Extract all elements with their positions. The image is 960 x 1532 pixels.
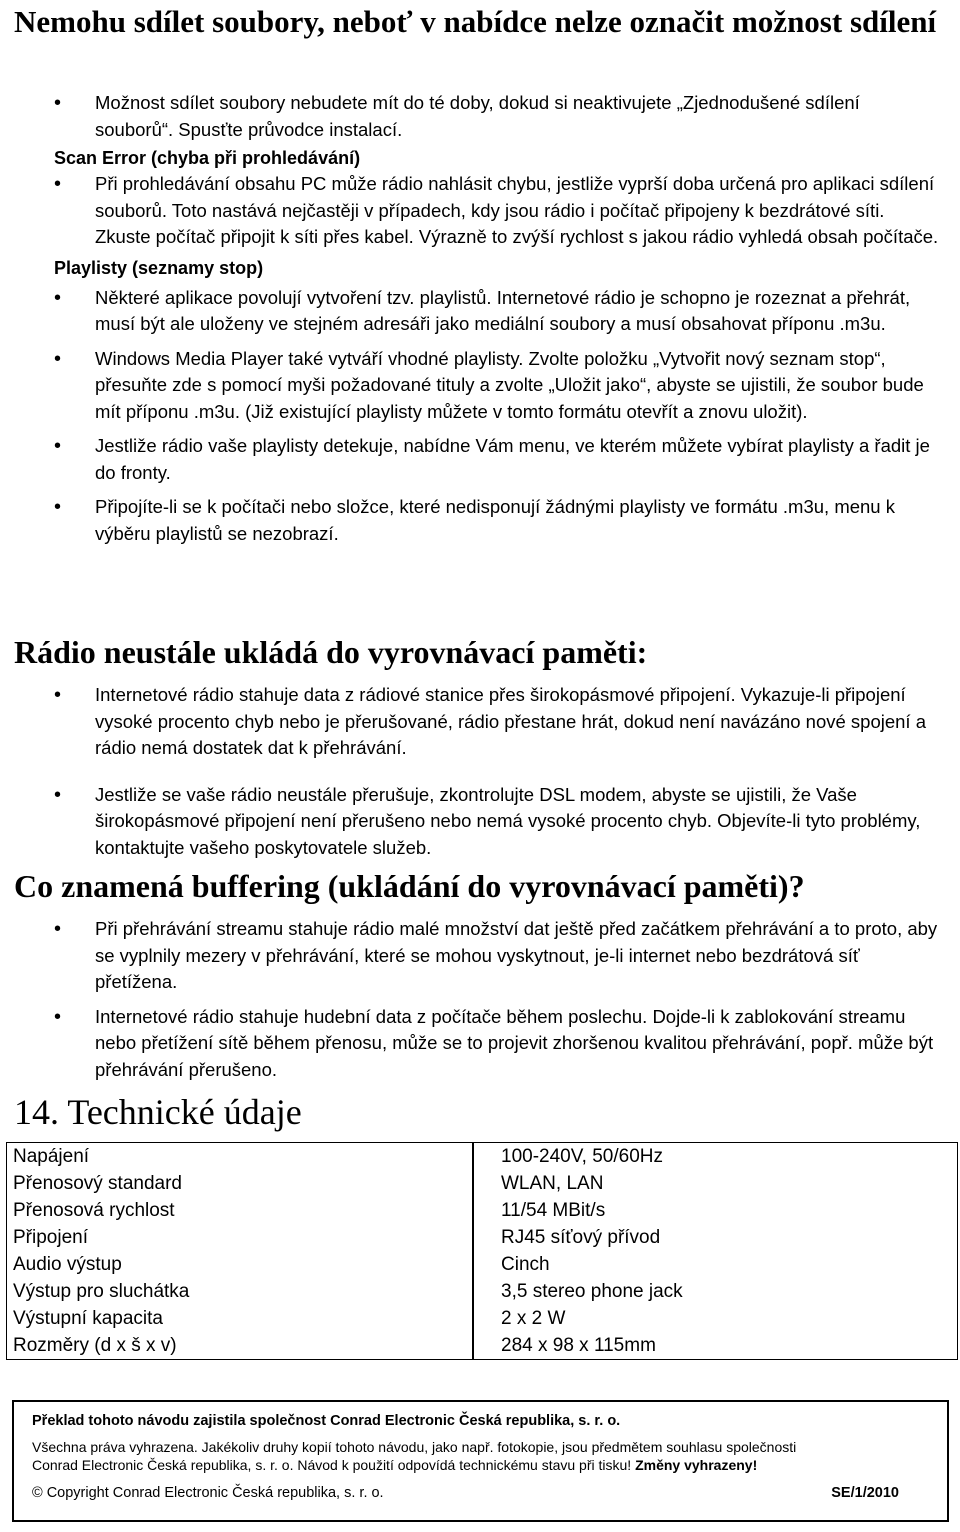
sharing-list: [0, 90, 960, 143]
spec-label: Výstupní kapacita: [13, 1308, 163, 1329]
spec-label: Audio výstup: [13, 1254, 122, 1275]
section-title-buffering-constant: Rádio neustále ukládá do vyrovnávací paměti:: [14, 634, 648, 670]
list-item: • Některé aplikace povolují vytvoření tzv. playlistů. Internetové rádio je schopno je rozeznat a přehrát, musí být ale uloženy ve stejném adresáři jako mediální soubory a musí obsahovat příponu .m3u.: [0, 285, 960, 338]
spec-label: Přenosová rychlost: [13, 1200, 175, 1221]
list-item: • Při prohledávání obsahu PC může rádio nahlásit chybu, jestliže vyprší doba určená pro aplikaci sdílení souborů. Toto nastává nejčastěji v případech, kdy jsou rádio i počítač připojeny k bezdrátové síti. Zkuste počítač připojit k síti přes kabel. Výrazně to zvýší rychlost s jakou rádio vyhledá obsah počítače.: [0, 171, 960, 251]
list-item: • Možnost sdílet soubory nebudete mít do té doby, dokud si neaktivujete „Zjednodušené sdílení souborů“. Spusťte průvodce instalací.: [0, 90, 960, 143]
list-item: • Windows Media Player také vytváří vhodné playlisty. Zvolte položku „Vytvořit nový seznam stop“, přesuňte zde s pomocí myši požadované tituly a zvolte „Uložit jako“, abyste se ujistili, že soubor bude mít příponu .m3u. (Již existující playlisty můžete v tomto formátu otevřít a znovu uložit).: [0, 346, 960, 426]
footer-company-line: [32, 1456, 757, 1474]
spec-value: 11/54 MBit/s: [501, 1200, 606, 1221]
spec-value: 2 x 2 W: [501, 1308, 566, 1329]
spec-value: RJ45 síťový přívod: [501, 1227, 661, 1248]
specs-labels-cell: [7, 1143, 473, 1360]
footer-rights: Všechna práva vyhrazena. Jakékoliv druhy kopií tohoto návodu, jako např. fotokopie, jsou předmětem souhlasu společnosti: [32, 1439, 797, 1455]
list-item: • Jestliže se vaše rádio neustále přerušuje, zkontrolujte DSL modem, abyste se ujistili, že Vaše širokopásmové připojení není přerušeno nebo nemá vysoké procento chyb. Objevíte-li tyto problémy, kontaktujte vašeho poskytovatele služeb.: [0, 782, 960, 862]
list-item: • Internetové rádio stahuje data z rádiové stanice přes širokopásmové připojení. Vykazuje-li připojení vysoké procento chyb nebo je přerušované, rádio přestane hrát, dokud není navázáno nové spojení a rádio nemá dostatek dat k přehrávání.: [0, 682, 960, 762]
footer-copyright: © Copyright Conrad Electronic Česká republika, s. r. o.: [32, 1485, 384, 1501]
list-item: • Internetové rádio stahuje hudební data z počítače během poslechu. Dojde-li k zablokování streamu nebo přetížení sítě během přenosu, může se to projevit zhoršenou kvalitou přehrávání, popř. může být přehrávání přerušeno.: [0, 1004, 960, 1084]
playlists-list: [0, 285, 960, 548]
spec-value: 3,5 stereo phone jack: [501, 1281, 683, 1302]
section-title-buffering-meaning: Co znamená buffering (ukládání do vyrovnávací paměti)?: [14, 868, 805, 904]
specs-values-cell: [474, 1143, 958, 1360]
playlists-heading: Playlisty (seznamy stop): [54, 257, 264, 278]
spec-value: 284 x 98 x 115mm: [501, 1335, 656, 1356]
list-item: • Připojíte-li se k počítači nebo složce, které nedisponují žádnými playlisty ve formátu .m3u, menu k výběru playlistů se nezobrazí.: [0, 494, 960, 547]
footer-box: [12, 1400, 949, 1522]
list-item: • Jestliže rádio vaše playlisty detekuje, nabídne Vám menu, ve kterém můžete vybírat playlisty a řadit je do fronty.: [0, 433, 960, 486]
scan-error-list: [0, 171, 960, 251]
spec-label: Napájení: [13, 1146, 90, 1167]
scan-error-heading: Scan Error (chyba při prohledávání): [54, 148, 361, 168]
footer-doc-code: SE/1/2010: [831, 1485, 899, 1501]
list-item: • Při přehrávání streamu stahuje rádio malé množství dat ještě před začátkem přehrávání a to proto, aby se vyplnily mezery v přehrávání, které se mohou vyskytnout, je-li internet nebo bezdrátová síť přetížena.: [0, 916, 960, 996]
footer-changes-reserved: Změny vyhrazeny!: [635, 1457, 758, 1473]
spec-label: Přenosový standard: [13, 1173, 182, 1194]
buffering-constant-list: [0, 682, 960, 861]
buffering-meaning-list: [0, 916, 960, 1083]
spec-value: Cinch: [501, 1254, 550, 1275]
spec-label: Výstup pro sluchátka: [13, 1281, 190, 1302]
spec-value: 100-240V, 50/60Hz: [501, 1146, 663, 1167]
section-title-specs: 14. Technické údaje: [14, 1092, 302, 1132]
specs-table: [6, 1142, 958, 1360]
sharing-section: [0, 90, 960, 547]
spec-label: Rozměry (d x š x v): [13, 1335, 177, 1356]
buffering-meaning-section: [0, 916, 960, 1083]
spec-value: WLAN, LAN: [501, 1173, 604, 1194]
buffering-constant-section: [0, 682, 960, 861]
section-title-sharing: Nemohu sdílet soubory, neboť v nabídce nelze označit možnost sdílení: [14, 4, 937, 39]
footer-company-text: Conrad Electronic Česká republika, s. r. o. Návod k použití odpovídá technickému stavu při tisku!: [32, 1457, 636, 1473]
footer-translation-note: Překlad tohoto návodu zajistila společnost Conrad Electronic Česká republika, s. r. o.: [32, 1413, 621, 1429]
spec-label: Připojení: [13, 1227, 88, 1248]
